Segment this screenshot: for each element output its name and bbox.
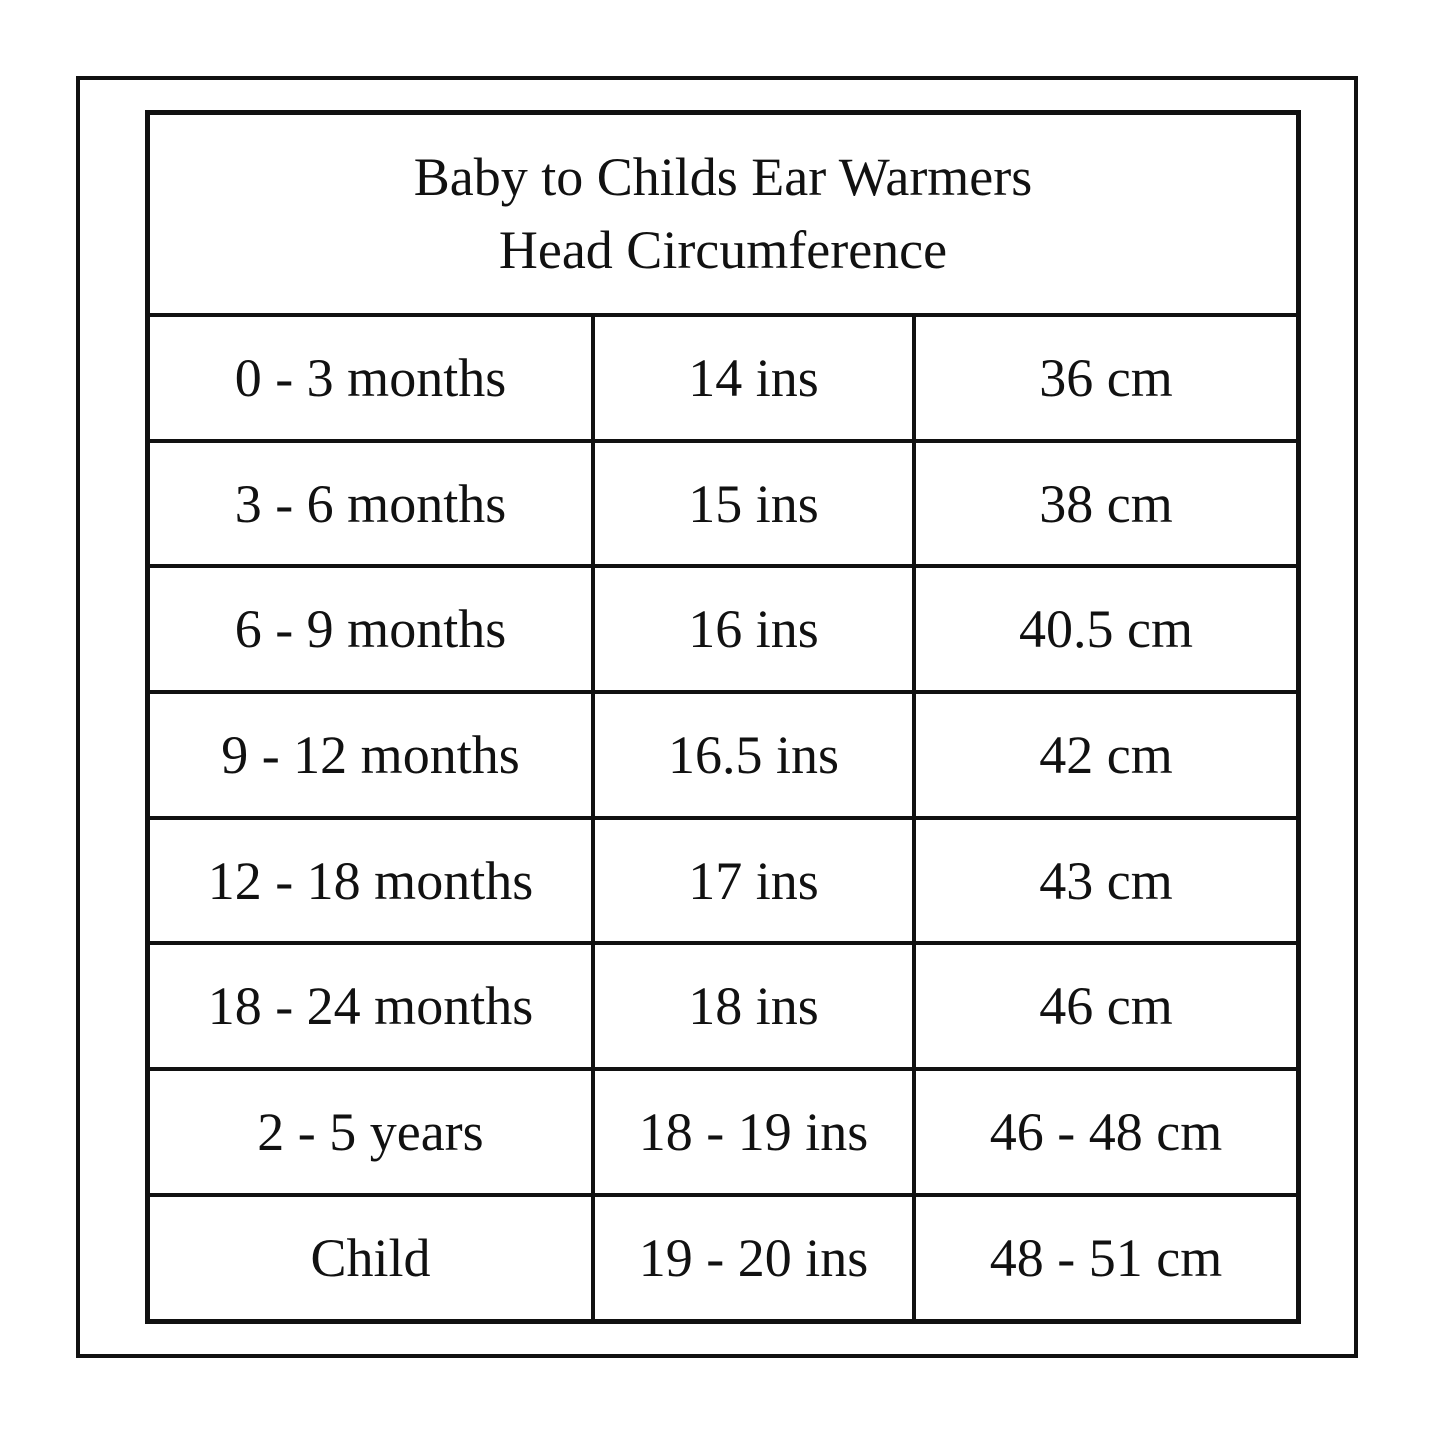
cm-cell: 46 - 48 cm	[914, 1069, 1298, 1195]
age-cell: Child	[148, 1195, 593, 1322]
inches-cell: 17 ins	[593, 818, 914, 944]
table-row	[148, 818, 1299, 944]
age-cell: 18 - 24 months	[148, 943, 593, 1069]
title-line-1: Baby to Childs Ear Warmers	[413, 147, 1033, 208]
cm-cell: 36 cm	[914, 315, 1298, 441]
title-line-2: Head Circumference	[498, 220, 948, 280]
inches-cell: 19 - 20 ins	[593, 1195, 914, 1322]
inches-cell: 15 ins	[593, 441, 914, 567]
age-cell: 2 - 5 years	[148, 1069, 593, 1195]
cm-cell: 40.5 cm	[914, 566, 1298, 692]
inches-cell: 16 ins	[593, 566, 914, 692]
cm-cell: 46 cm	[914, 943, 1298, 1069]
table-row	[148, 943, 1299, 1069]
age-cell: 12 - 18 months	[148, 818, 593, 944]
table-row	[148, 692, 1299, 818]
table-row	[148, 315, 1299, 441]
table-row	[148, 1195, 1299, 1322]
age-cell: 3 - 6 months	[148, 441, 593, 567]
inches-cell: 18 ins	[593, 943, 914, 1069]
inches-cell: 18 - 19 ins	[593, 1069, 914, 1195]
size-chart-table	[145, 110, 1301, 1324]
title-row	[148, 113, 1299, 316]
age-cell: 9 - 12 months	[148, 692, 593, 818]
cm-cell: 42 cm	[914, 692, 1298, 818]
cm-cell: 48 - 51 cm	[914, 1195, 1298, 1322]
table-row	[148, 1069, 1299, 1195]
cm-cell: 38 cm	[914, 441, 1298, 567]
inches-cell: 16.5 ins	[593, 692, 914, 818]
cm-cell: 43 cm	[914, 818, 1298, 944]
age-cell: 6 - 9 months	[148, 566, 593, 692]
table-title	[148, 113, 1299, 316]
age-cell: 0 - 3 months	[148, 315, 593, 441]
table-row	[148, 441, 1299, 567]
table-row	[148, 566, 1299, 692]
inches-cell: 14 ins	[593, 315, 914, 441]
